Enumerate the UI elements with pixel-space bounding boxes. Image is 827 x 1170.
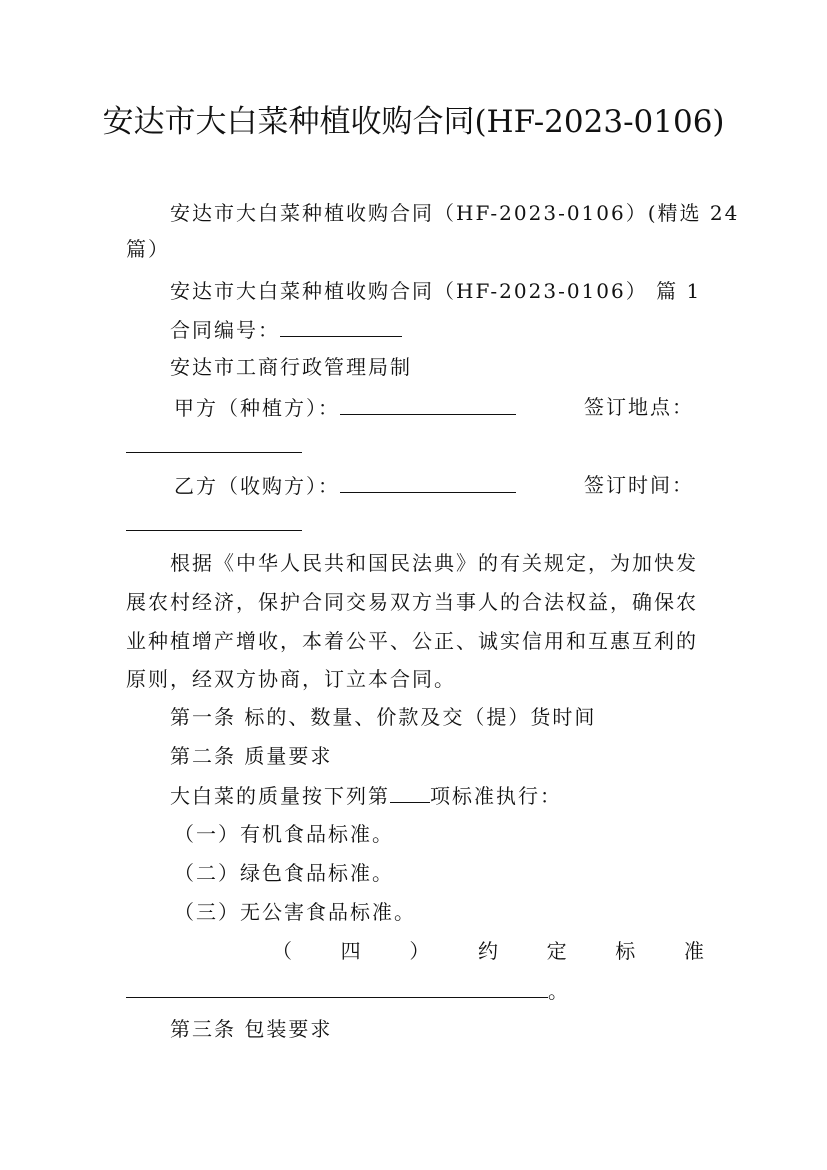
option-4-char: ）: [409, 939, 430, 963]
option-4-char: （: [272, 939, 292, 963]
article-2-heading: 第二条 质量要求: [170, 744, 333, 768]
issuer-line: 安达市工商行政管理局制: [170, 355, 412, 379]
article-1-heading: 第一条 标的、数量、价款及交（提）货时间: [170, 705, 597, 729]
subtitle-line-2: 篇）: [126, 237, 170, 261]
quality-option-1: （一）有机食品标准。: [174, 822, 394, 846]
quality-intro: [170, 782, 562, 809]
quality-option-3: （三）无公害食品标准。: [174, 900, 416, 924]
sign-time-label: 签订时间：: [584, 473, 694, 497]
option-4-end: 。: [548, 979, 570, 1003]
preamble-line-3: 业种植增产增收，本着公平、公正、诚实信用和互惠互利的: [126, 629, 698, 653]
sign-place-line: [126, 432, 302, 459]
option-4-char: 标: [615, 939, 636, 963]
party-a-label: 甲方（种植方）：: [174, 396, 340, 420]
quality-option-4: [272, 938, 704, 964]
sign-time-line: [126, 510, 302, 537]
document-title: 安达市大白菜种植收购合同(HF-2023-0106): [102, 104, 725, 140]
quality-intro-after: 项标准执行：: [430, 784, 562, 808]
party-a-blank: [340, 394, 516, 415]
contract-number-blank: [280, 316, 402, 337]
option-4-char: 约: [477, 939, 498, 963]
party-b-line: [174, 472, 516, 499]
quality-option-2: （二）绿色食品标准。: [174, 861, 394, 885]
preamble-line-4: 原则，经双方协商，订立本合同。: [126, 667, 456, 691]
quality-option-blank: [390, 782, 430, 803]
party-b-blank: [340, 472, 516, 493]
party-b-label: 乙方（收购方）：: [174, 474, 340, 498]
option-4-char: 准: [683, 939, 704, 963]
contract-number-label: 合同编号：: [170, 318, 280, 342]
preamble-line-1: 根据《中华人民共和国民法典》的有关规定，为加快发: [170, 551, 698, 575]
option-4-blank-line: [126, 977, 570, 1004]
sign-place-blank: [126, 432, 302, 453]
party-a-line: [174, 394, 516, 421]
option-4-blank: [126, 977, 548, 998]
article-3-heading: 第三条 包装要求: [170, 1017, 333, 1041]
sign-place-label: 签订地点：: [584, 395, 694, 419]
option-4-char: 四: [340, 939, 361, 963]
sign-time-blank: [126, 510, 302, 531]
subtitle-line-1: 安达市大白菜种植收购合同（HF-2023-0106）(精选 24: [170, 201, 740, 225]
quality-intro-before: 大白菜的质量按下列第: [170, 784, 390, 808]
chapter-heading: 安达市大白菜种植收购合同（HF-2023-0106） 篇 1: [170, 279, 702, 303]
preamble-line-2: 展农村经济，保护合同交易双方当事人的合法权益，确保农: [126, 590, 698, 614]
contract-number-line: [170, 316, 402, 343]
option-4-char: 定: [546, 939, 567, 963]
